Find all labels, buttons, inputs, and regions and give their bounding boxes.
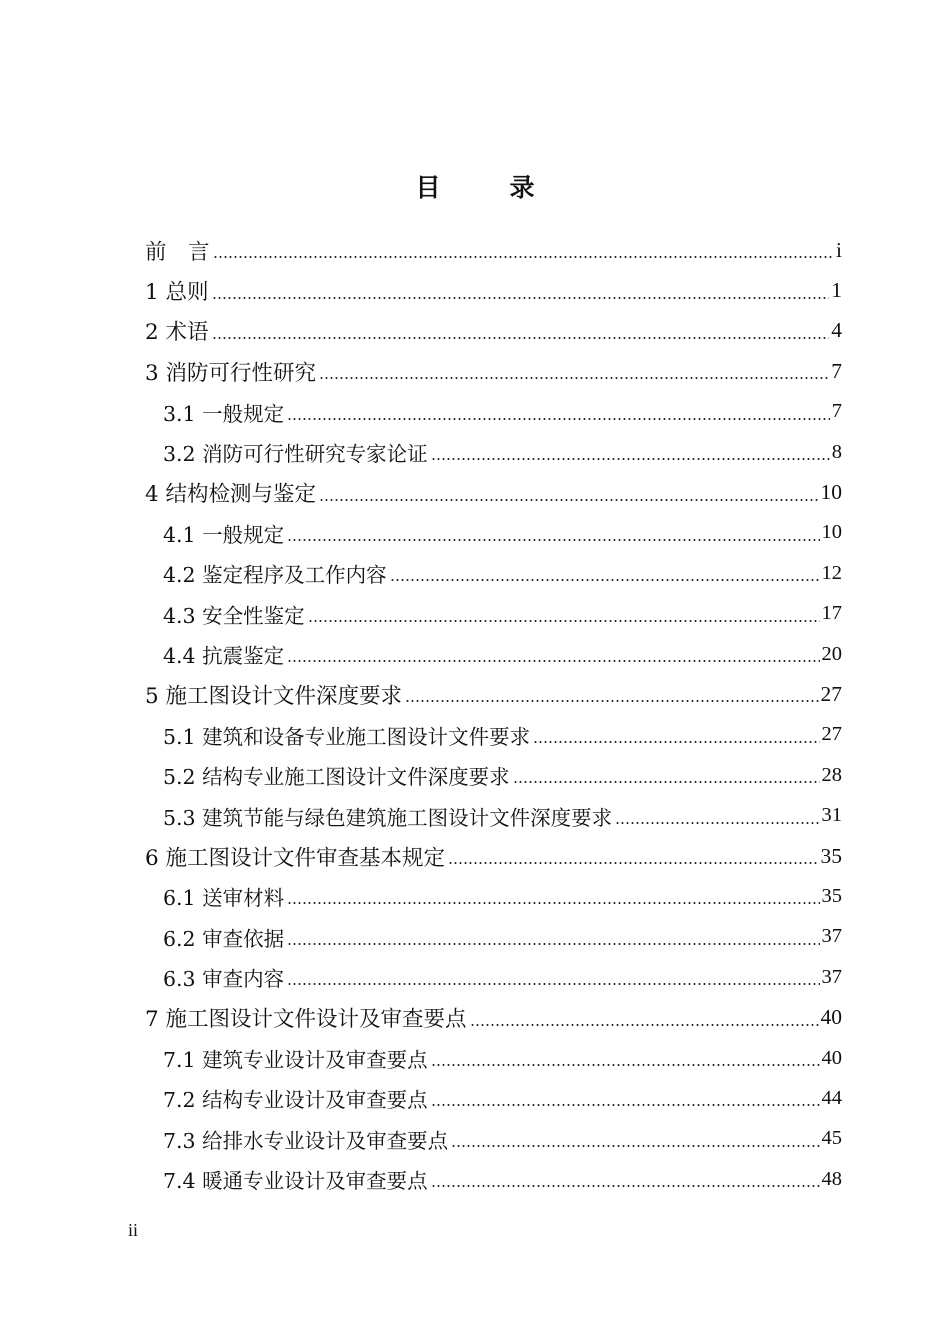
toc-entry-page: 10: [821, 521, 842, 544]
toc-entry-label: 6.2 审查依据: [163, 926, 285, 951]
dot-leader: [319, 377, 829, 379]
toc-entry-label: 7.1 建筑专业设计及审查要点: [163, 1048, 428, 1072]
toc-entry-label: 4.1 一般规定: [163, 522, 285, 547]
toc-entry[interactable]: [145, 917, 842, 957]
dot-leader: [431, 1104, 820, 1106]
dot-leader: [470, 1024, 819, 1026]
toc-entry-label: 7.2 结构专业设计及审查要点: [163, 1088, 428, 1113]
dot-leader: [287, 943, 819, 945]
toc-entry-page: 8: [831, 440, 842, 463]
toc-entry[interactable]: [145, 594, 842, 634]
toc-entry-label: 4.2 鉴定程序及工作内容: [163, 563, 387, 588]
dot-leader: [287, 539, 819, 541]
toc-entry-page: 37: [821, 925, 842, 948]
toc-entry[interactable]: [145, 1038, 842, 1078]
toc-entry-label: 1 总则: [145, 280, 209, 306]
dot-leader: [213, 256, 835, 258]
toc-entry[interactable]: [145, 755, 842, 795]
toc-entry[interactable]: [145, 1119, 842, 1159]
dot-leader: [319, 499, 818, 501]
dot-leader: [615, 822, 819, 824]
toc-entry-page: i: [836, 237, 842, 262]
toc-entry[interactable]: [145, 1159, 842, 1199]
toc-entry-page: 12: [821, 561, 842, 584]
toc-entry-page: 35: [821, 884, 842, 907]
toc-entry-label: 6 施工图设计文件审查基本规定: [145, 845, 446, 871]
toc-entry-label: 前 言: [145, 239, 210, 265]
dot-leader: [431, 458, 830, 460]
toc-entry-page: 40: [820, 1005, 842, 1030]
toc-entry-page: 45: [821, 1127, 842, 1150]
page-title: 目 录: [415, 173, 557, 202]
toc-entry-label: 7 施工图设计文件设计及审查要点: [145, 1007, 467, 1033]
dot-leader: [513, 781, 820, 783]
toc-entry-label: 7.3 给排水专业设计及审查要点: [163, 1128, 449, 1153]
page-number: ii: [128, 1220, 139, 1240]
toc-entry-page: 44: [821, 1086, 842, 1109]
toc-entry[interactable]: [145, 836, 842, 876]
toc-entry[interactable]: [145, 230, 842, 270]
toc-entry-page: 35: [820, 843, 842, 868]
toc-entry[interactable]: [145, 957, 842, 997]
toc-entry-page: 7: [831, 358, 842, 383]
toc-entry-page: 37: [821, 965, 842, 988]
dot-leader: [287, 418, 830, 420]
toc-entry[interactable]: [145, 270, 842, 310]
dot-leader: [448, 862, 818, 864]
toc-entry-label: 2 术语: [145, 320, 209, 346]
dot-leader: [287, 983, 819, 985]
toc-entry[interactable]: [145, 553, 842, 593]
dot-leader: [212, 337, 830, 339]
toc-entry[interactable]: [145, 876, 842, 916]
toc-entry-page: 31: [821, 804, 842, 827]
toc-entry-label: 3.1 一般规定: [163, 401, 285, 426]
toc-entry[interactable]: [145, 634, 842, 674]
dot-leader: [451, 1145, 819, 1147]
dot-leader: [212, 297, 830, 299]
toc-entry[interactable]: [145, 997, 842, 1037]
toc-entry[interactable]: [145, 513, 842, 553]
toc-entry[interactable]: [145, 311, 842, 351]
toc-entry-label: 5 施工图设计文件深度要求: [145, 683, 403, 709]
dot-leader: [431, 1064, 820, 1066]
toc-entry-label: 4.3 安全性鉴定: [163, 603, 305, 628]
toc-entry[interactable]: [145, 432, 842, 472]
toc-entry-page: 48: [821, 1167, 842, 1190]
toc-entry-label: 7.4 暖通专业设计及审查要点: [163, 1169, 428, 1194]
toc-entry-page: 7: [831, 400, 842, 423]
toc-entry-page: 27: [820, 681, 842, 706]
toc-entry-label: 6.1 送审材料: [163, 886, 285, 911]
toc-entry-label: 3.2 消防可行性研究专家论证: [163, 442, 428, 467]
toc-entry[interactable]: [145, 795, 842, 835]
dot-leader: [431, 1185, 820, 1187]
toc-entry[interactable]: [145, 351, 842, 391]
toc-entry-page: 20: [821, 642, 842, 665]
toc-entry-label: 5.3 建筑节能与绿色建筑施工图设计文件深度要求: [163, 805, 613, 830]
dot-leader: [390, 579, 820, 581]
toc-entry-label: 4.4 抗震鉴定: [163, 644, 285, 669]
toc-entry-page: 28: [821, 763, 842, 786]
toc-entry[interactable]: [145, 715, 842, 755]
toc-entry-label: 5.1 建筑和设备专业施工图设计文件要求: [163, 724, 531, 749]
dot-leader: [287, 660, 819, 662]
toc-entry-label: 5.2 结构专业施工图设计文件深度要求: [163, 765, 510, 790]
toc-entry-page: 1: [831, 278, 842, 303]
table-of-contents: [145, 230, 842, 1199]
toc-entry-page: 10: [820, 480, 842, 505]
dot-leader: [308, 620, 820, 622]
toc-entry[interactable]: [145, 1078, 842, 1118]
toc-entry-label: 4 结构检测与鉴定: [145, 482, 317, 508]
dot-leader: [287, 902, 819, 904]
toc-entry-label: 6.3 审查内容: [163, 967, 285, 992]
toc-entry-page: 40: [821, 1046, 842, 1069]
toc-entry[interactable]: [145, 674, 842, 714]
toc-entry-page: 17: [821, 602, 842, 625]
dot-leader: [405, 700, 818, 702]
toc-entry[interactable]: [145, 392, 842, 432]
toc-entry-page: 27: [821, 723, 842, 746]
dot-leader: [533, 741, 819, 743]
toc-entry-label: 3 消防可行性研究: [145, 360, 317, 386]
toc-entry[interactable]: [145, 472, 842, 512]
toc-entry-page: 4: [831, 318, 842, 343]
